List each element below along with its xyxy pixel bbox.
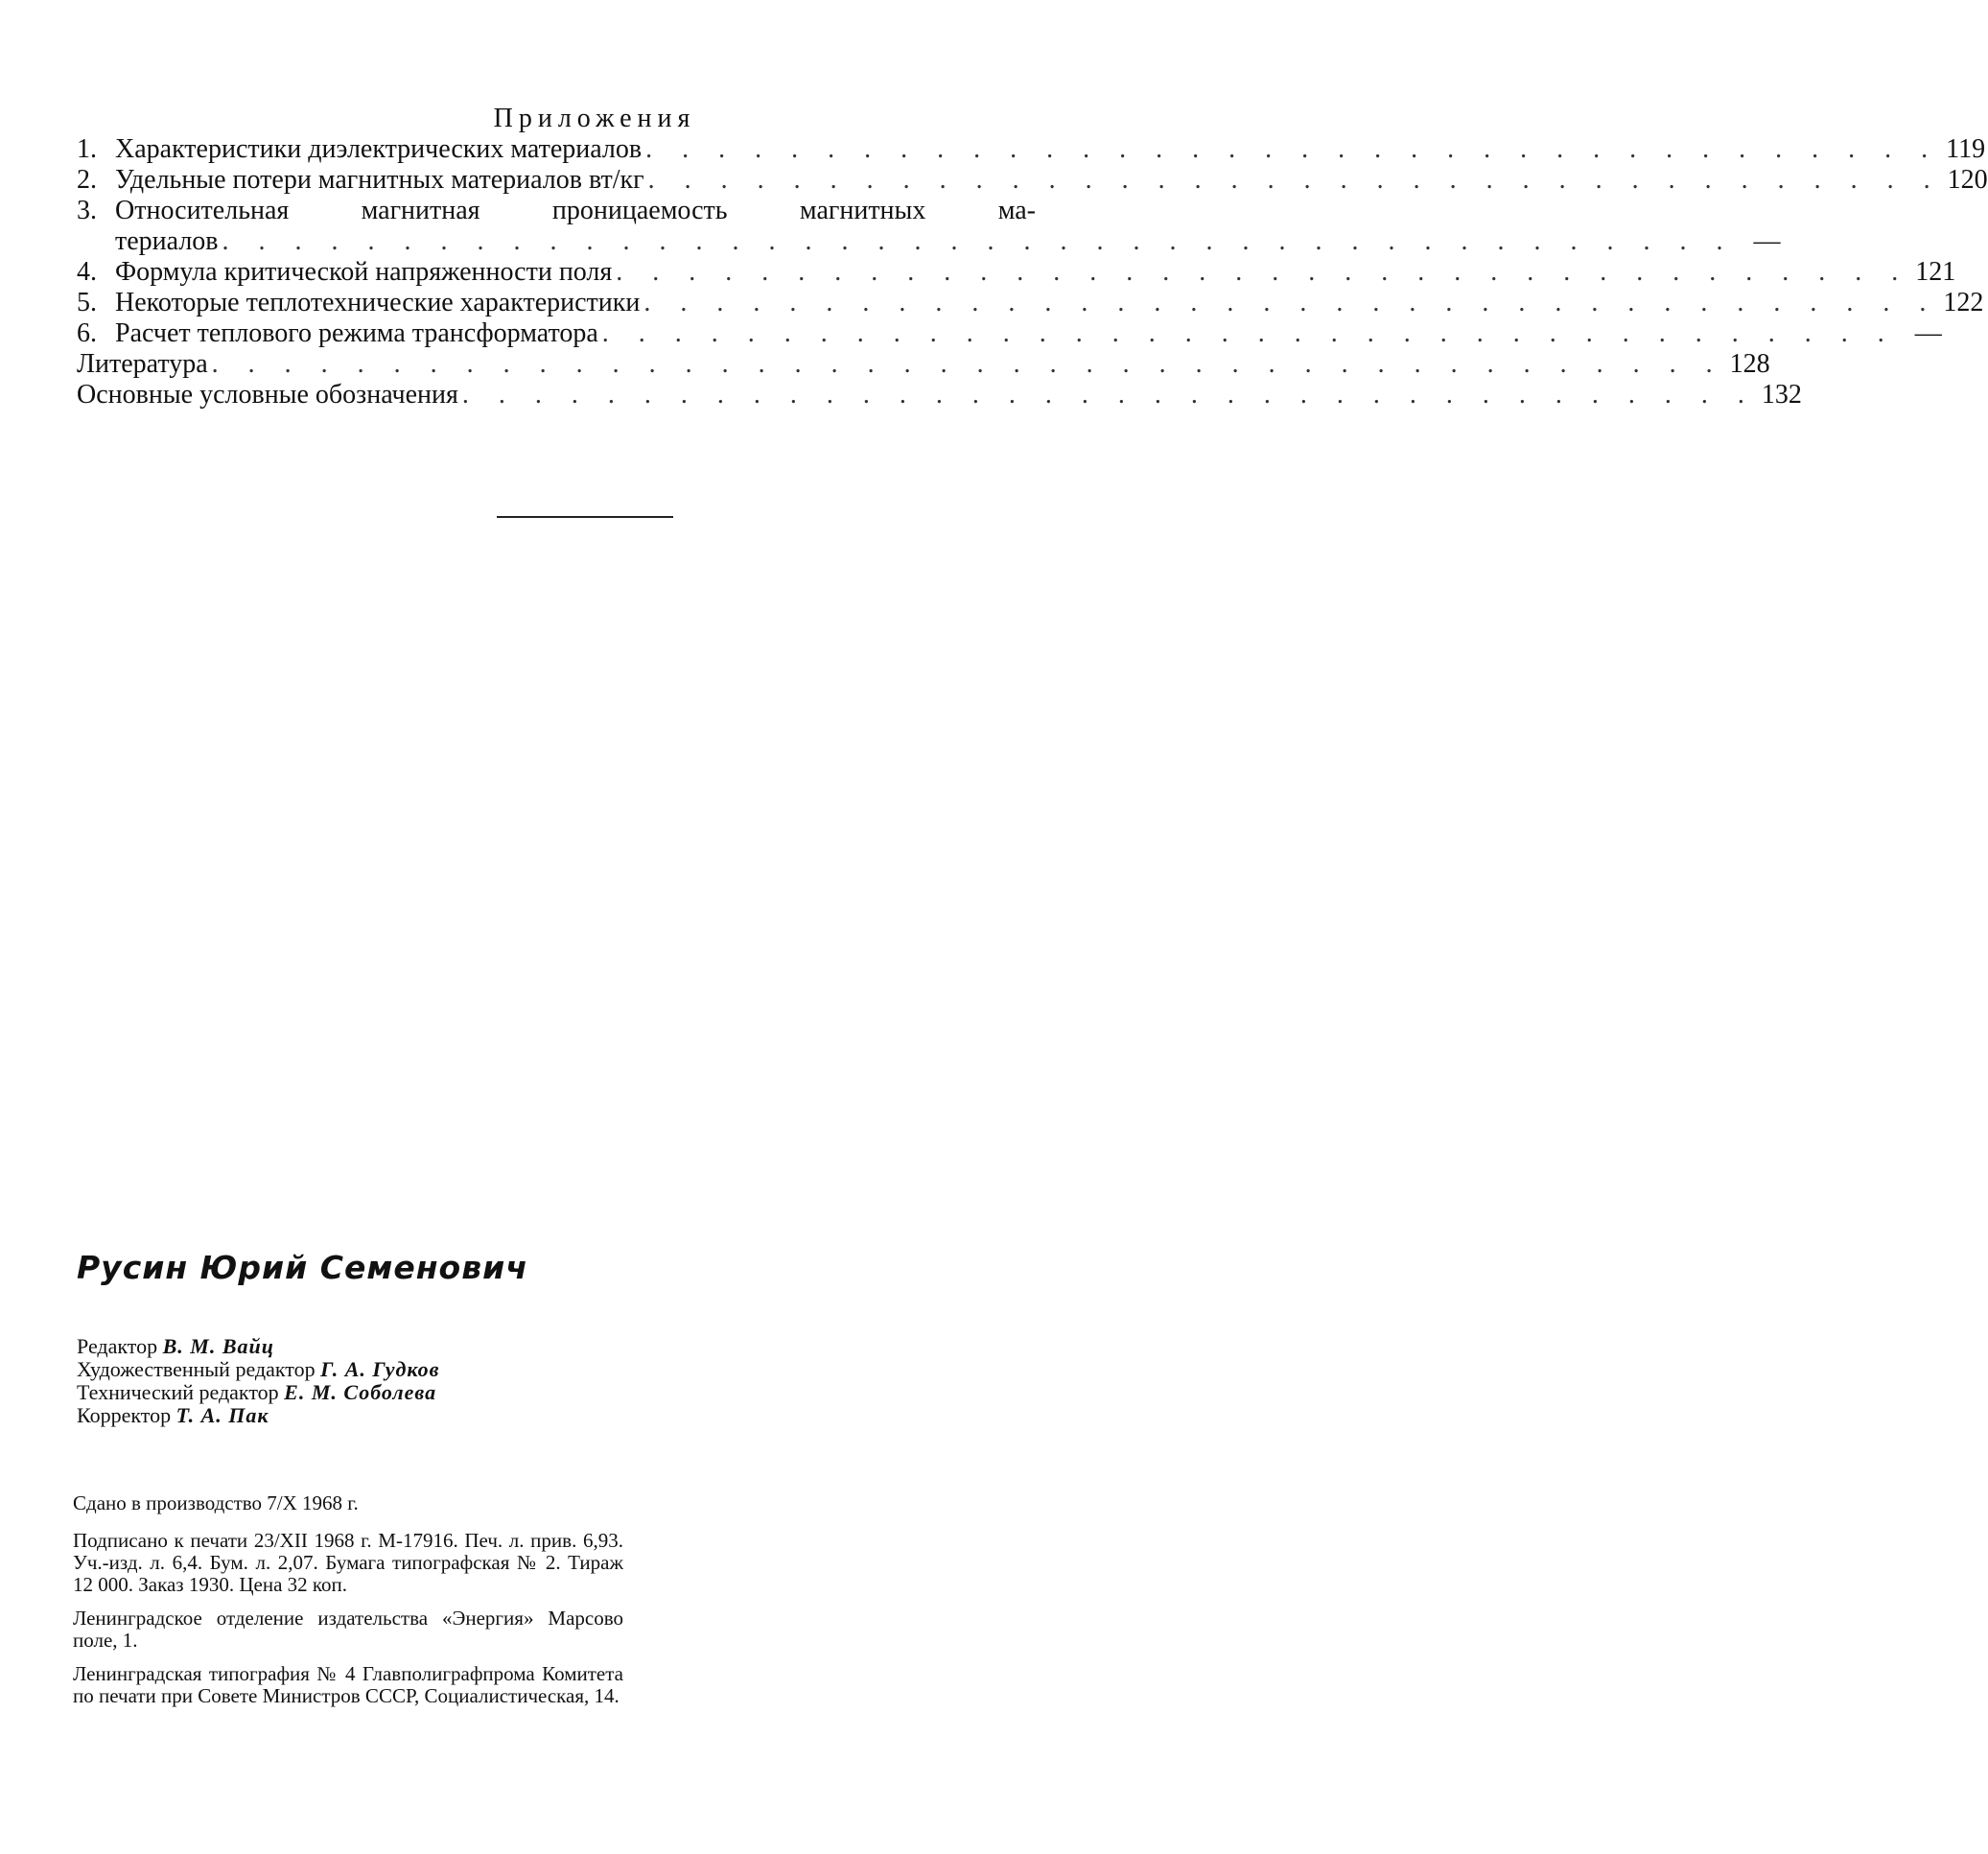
credit-row	[77, 1404, 440, 1427]
toc-entry-title-continuation: териалов	[115, 226, 219, 256]
toc-entry-number: 5.	[77, 288, 97, 317]
toc-entry-number: 1.	[77, 134, 97, 164]
credit-role: Редактор	[77, 1334, 158, 1358]
toc-entry-title: Относительная магнитная проницаемость магнитных ма-	[115, 196, 1036, 225]
toc-entry-title: Литература	[77, 349, 208, 379]
toc-entry-number: 3.	[77, 196, 97, 225]
credit-role: Корректор	[77, 1403, 172, 1427]
dot-leader: . . . . . . . . . . . . . . . . . . . . . . . . . . . . . . . . . . . . . . . . . .	[211, 349, 1724, 379]
toc-entry-page: —	[1753, 226, 1781, 256]
toc-entry	[77, 134, 1986, 165]
toc-entry	[77, 349, 1770, 380]
toc-entry-title: Характеристики диэлектрических материалов	[115, 134, 643, 164]
credit-role: Технический редактор	[77, 1380, 279, 1404]
credit-person: Т. А. Пак	[175, 1403, 269, 1427]
toc-entry-page: 122	[1943, 288, 1984, 317]
appendix-toc	[77, 104, 1988, 411]
dot-leader: . . . . . . . . . . . . . . . . . . . . . . . . . . . . . . . . . . . .	[461, 380, 1756, 410]
toc-entry-page: 120	[1947, 165, 1988, 195]
section-divider	[497, 516, 673, 518]
toc-entry-number: 4.	[77, 257, 97, 287]
credit-row	[77, 1335, 440, 1358]
dot-leader: . . . . . . . . . . . . . . . . . . . . . . . . . . . . . . . . . . . .	[647, 165, 1942, 195]
toc-entry-number: 6.	[77, 318, 97, 348]
imprint-submitted: Сдано в производство 7/X 1968 г.	[73, 1491, 359, 1514]
dot-leader: . . . . . . . . . . . . . . . . . . . . . . . . . . . . . . . . . . . .	[601, 318, 1896, 348]
toc-entry-page: 132	[1761, 380, 1802, 410]
dot-leader: . . . . . . . . . . . . . . . . . . . . . . . . . . . . . . . . . . . . . . . . . .	[222, 226, 1735, 256]
dot-leader: . . . . . . . . . . . . . . . . . . . . . . . . . . . . . . . . . . . .	[643, 288, 1938, 317]
toc-entry-page: —	[1914, 318, 1942, 348]
credit-person: Г. А. Гудков	[320, 1357, 440, 1381]
credit-row	[77, 1381, 440, 1404]
toc-entry	[77, 380, 1802, 411]
toc-entry	[77, 288, 1984, 318]
toc-entry	[77, 318, 1942, 349]
toc-entry-title: Некоторые теплотехнические характеристики	[115, 288, 641, 317]
toc-entry-title: Основные условные обозначения	[77, 380, 458, 410]
credit-row	[77, 1358, 440, 1381]
dot-leader: . . . . . . . . . . . . . . . . . . . . . . . . . . . . . . . . . . . .	[616, 257, 1910, 287]
appendix-heading: Приложения	[493, 104, 696, 133]
toc-entry	[77, 196, 1781, 257]
toc-entry-page: 121	[1915, 257, 1956, 287]
toc-entry-page: 128	[1729, 349, 1770, 379]
credit-role: Художественный редактор	[77, 1357, 316, 1381]
credit-person: В. М. Вайц	[162, 1334, 274, 1358]
dot-leader: . . . . . . . . . . . . . . . . . . . . . . . . . . . . . . . . . . . .	[645, 134, 1940, 164]
toc-entry-number: 2.	[77, 165, 97, 195]
toc-entry	[77, 165, 1988, 196]
toc-entry-title: Удельные потери магнитных материалов вт/кг	[115, 165, 644, 195]
toc-entry-title: Формула критической напряженности поля	[115, 257, 613, 287]
imprint-block	[73, 1492, 623, 1719]
credit-person: Е. М. Соболева	[284, 1380, 437, 1404]
toc-entry	[77, 257, 1956, 288]
imprint-publisher: Ленинградское отделение издательства «Энергия» Марсово поле, 1.	[73, 1607, 623, 1652]
imprint-signed: Подписано к печати 23/XII 1968 г. М-17916. Печ. л. прив. 6,93. Уч.-изд. л. 6,4. Бум. л. 2,07. Бумага типографская № 2. Тираж 12 000. Заказ 1930. Цена 32 коп.	[73, 1529, 623, 1596]
editorial-credits	[77, 1335, 440, 1427]
toc-entry-page: 119	[1946, 134, 1986, 164]
toc-entry-title: Расчет теплового режима трансформатора	[115, 318, 598, 348]
imprint-printer: Ленинградская типография № 4 Главполиграфпрома Комитета по печати при Совете Министров СССР, Социалистическая, 14.	[73, 1662, 623, 1707]
author-name: Русин Юрий Семенович	[77, 1249, 528, 1286]
